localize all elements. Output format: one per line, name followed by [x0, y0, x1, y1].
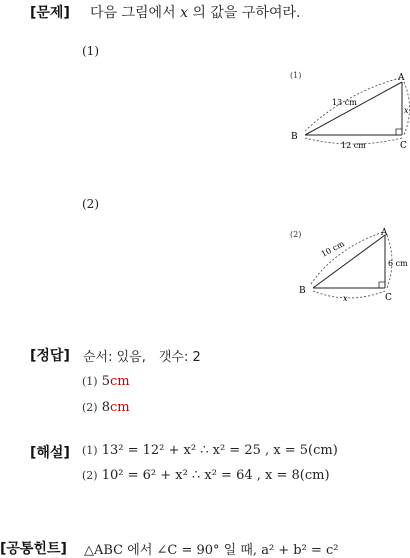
answer-meta: 순서: 있음, 갯수: 2	[83, 350, 201, 365]
fig1-right-angle-mark	[396, 129, 402, 135]
answer-item-1-value: 5	[101, 374, 111, 389]
fig2-side-label: 6 cm	[388, 259, 408, 268]
fig1-vertex-a: A	[398, 73, 405, 83]
hint-text: △ABC 에서 ∠C = 90° 일 때, a² + b² = c²	[84, 543, 339, 558]
problem-text	[90, 2, 300, 22]
fig2-base-arc	[313, 291, 385, 298]
answer-item-2-num: (2)	[82, 401, 98, 414]
solution-label: [해설]	[30, 445, 70, 461]
answer-item-2-unit: cm	[110, 400, 130, 415]
answer-item-2	[82, 400, 130, 415]
answer-item-1-unit: cm	[110, 374, 130, 389]
answer-item-1-num: (1)	[82, 375, 98, 388]
fig1-vertex-b: B	[291, 132, 298, 142]
fig1-base-label: 12 cm	[341, 141, 366, 150]
fig2-base-label: x	[343, 294, 348, 303]
fig2-hypotenuse	[313, 235, 385, 288]
fig2-vertex-a: A	[381, 228, 388, 238]
fig2-vertex-b: B	[299, 286, 306, 296]
answer-label: [정답]	[30, 348, 70, 364]
fig1-tag: (1)	[290, 71, 302, 80]
solution-line-2-num: (2)	[82, 469, 98, 482]
hint-label: [공통힌트]	[0, 541, 67, 557]
problem-var: x	[180, 5, 188, 21]
answer-item-1	[82, 374, 130, 389]
answer-item-2-value: 8	[101, 400, 111, 415]
solution-line-1	[82, 443, 338, 458]
problem-text-before: 다음 그림에서	[90, 5, 176, 21]
fig2-vertex-c: C	[385, 293, 392, 303]
problem-label: [문제]	[30, 5, 70, 21]
fig1-side-label: x	[404, 106, 409, 115]
figure-1	[285, 68, 410, 153]
solution-line-2	[82, 468, 330, 483]
sub1-number: (1)	[82, 44, 99, 58]
figure-2	[285, 225, 410, 305]
sub2-number: (2)	[82, 197, 99, 211]
solution-line-1-eq: 13² = 12² + x² ∴ x² = 25 , x = 5(cm)	[101, 443, 338, 458]
fig1-vertex-c: C	[400, 141, 407, 151]
problem-text-after: 의 값을 구하여라.	[192, 5, 301, 21]
fig1-hyp-label: 13 cm	[332, 98, 357, 107]
fig2-tag: (2)	[290, 230, 302, 239]
solution-line-1-num: (1)	[82, 444, 98, 457]
fig2-hyp-label: 10 cm	[319, 239, 346, 259]
fig2-hyp-arc	[311, 232, 383, 284]
solution-line-2-eq: 10² = 6² + x² ∴ x² = 64 , x = 8(cm)	[101, 468, 330, 483]
fig1-hypotenuse	[305, 82, 402, 135]
fig2-right-angle-mark	[379, 282, 385, 288]
